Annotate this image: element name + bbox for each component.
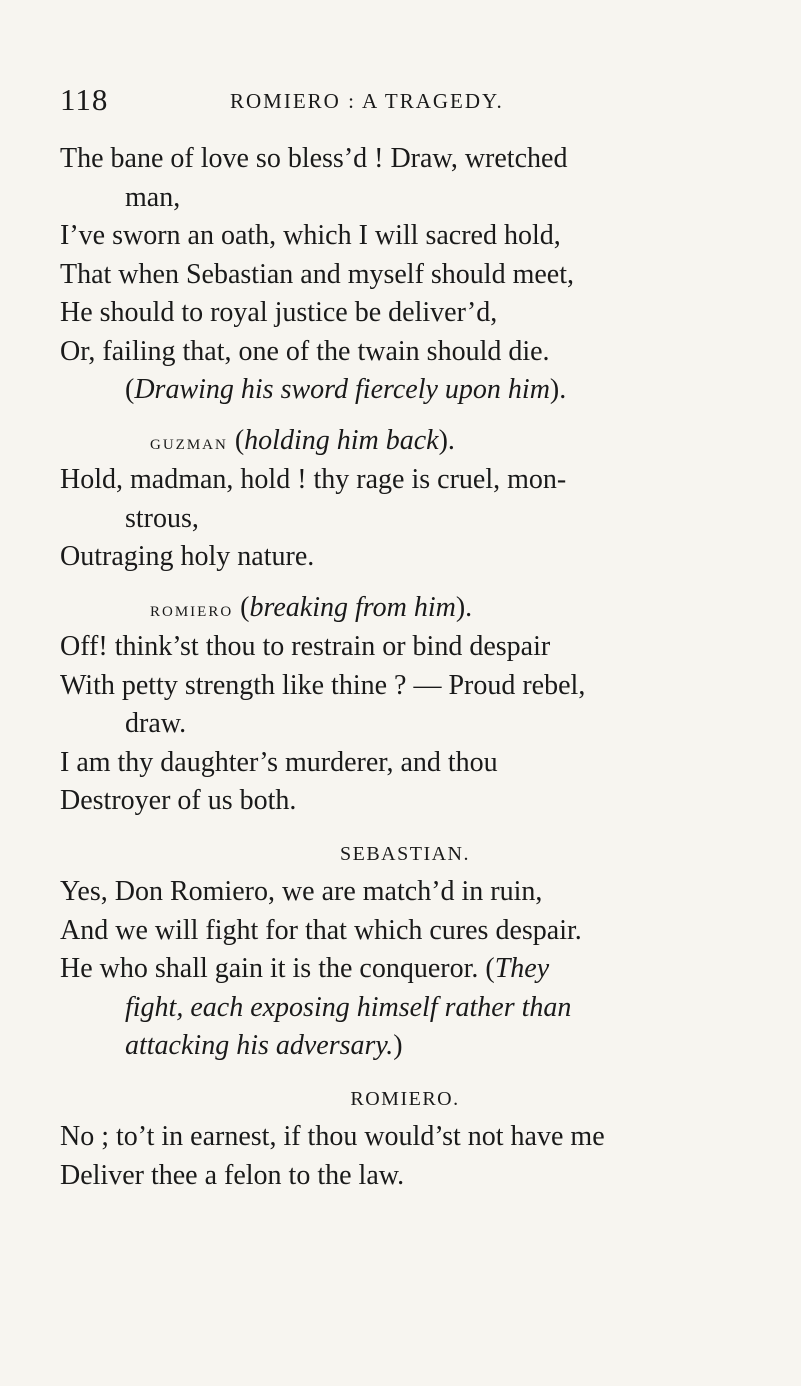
speaker-cue-guzman: guzman (holding him back).	[150, 424, 455, 456]
verse-line-continuation: man,	[125, 181, 181, 213]
verse-line: I am thy daughter’s murderer, and thou	[60, 746, 498, 778]
page-number: 118	[60, 82, 109, 117]
verse-line-continuation: strous,	[125, 502, 199, 534]
verse-line: Or, failing that, one of the twain should die.	[60, 335, 550, 367]
stage-direction: attacking his adversary.)	[125, 1030, 403, 1061]
verse-line: That when Sebastian and myself should meet,	[60, 258, 574, 290]
verse-line: He who shall gain it is the conqueror. (They	[60, 953, 550, 984]
verse-line: Off! think’st thou to restrain or bind despair	[60, 631, 551, 662]
verse-line: Destroyer of us both.	[60, 785, 297, 816]
stage-direction: fight, each exposing himself rather than	[125, 991, 572, 1023]
speaker-heading-sebastian: SEBASTIAN.	[339, 842, 470, 865]
verse-line: No ; to’t in earnest, if thou would’st not have me	[60, 1121, 605, 1152]
speaker-cue-romiero: romiero (breaking from him).	[150, 591, 473, 623]
verse-line: Deliver thee a felon to the law.	[60, 1159, 405, 1191]
verse-line: With petty strength like thine ? — Proud rebel,	[60, 669, 586, 701]
verse-line-continuation: draw.	[125, 708, 187, 739]
verse-line: And we will fight for that which cures despair.	[60, 914, 582, 946]
running-title: ROMIERO : A TRAGEDY.	[230, 89, 504, 113]
page-header	[60, 82, 740, 122]
speaker-name: romiero	[150, 595, 234, 621]
verse-line: Outraging holy nature.	[60, 541, 315, 572]
speaker-heading-romiero: ROMIERO.	[350, 1087, 460, 1110]
speaker-name: guzman	[150, 428, 228, 454]
verse-line: The bane of love so bless’d ! Draw, wretched	[60, 143, 568, 174]
stage-direction: (Drawing his sword fiercely upon him).	[125, 374, 567, 405]
verse-line: Yes, Don Romiero, we are match’d in ruin,	[60, 876, 543, 907]
verse-line: Hold, madman, hold ! thy rage is cruel, mon-	[60, 464, 567, 495]
page-text	[60, 140, 750, 1195]
verse-line: I’ve sworn an oath, which I will sacred hold,	[60, 220, 561, 251]
verse-line: He should to royal justice be deliver’d,	[60, 297, 498, 328]
